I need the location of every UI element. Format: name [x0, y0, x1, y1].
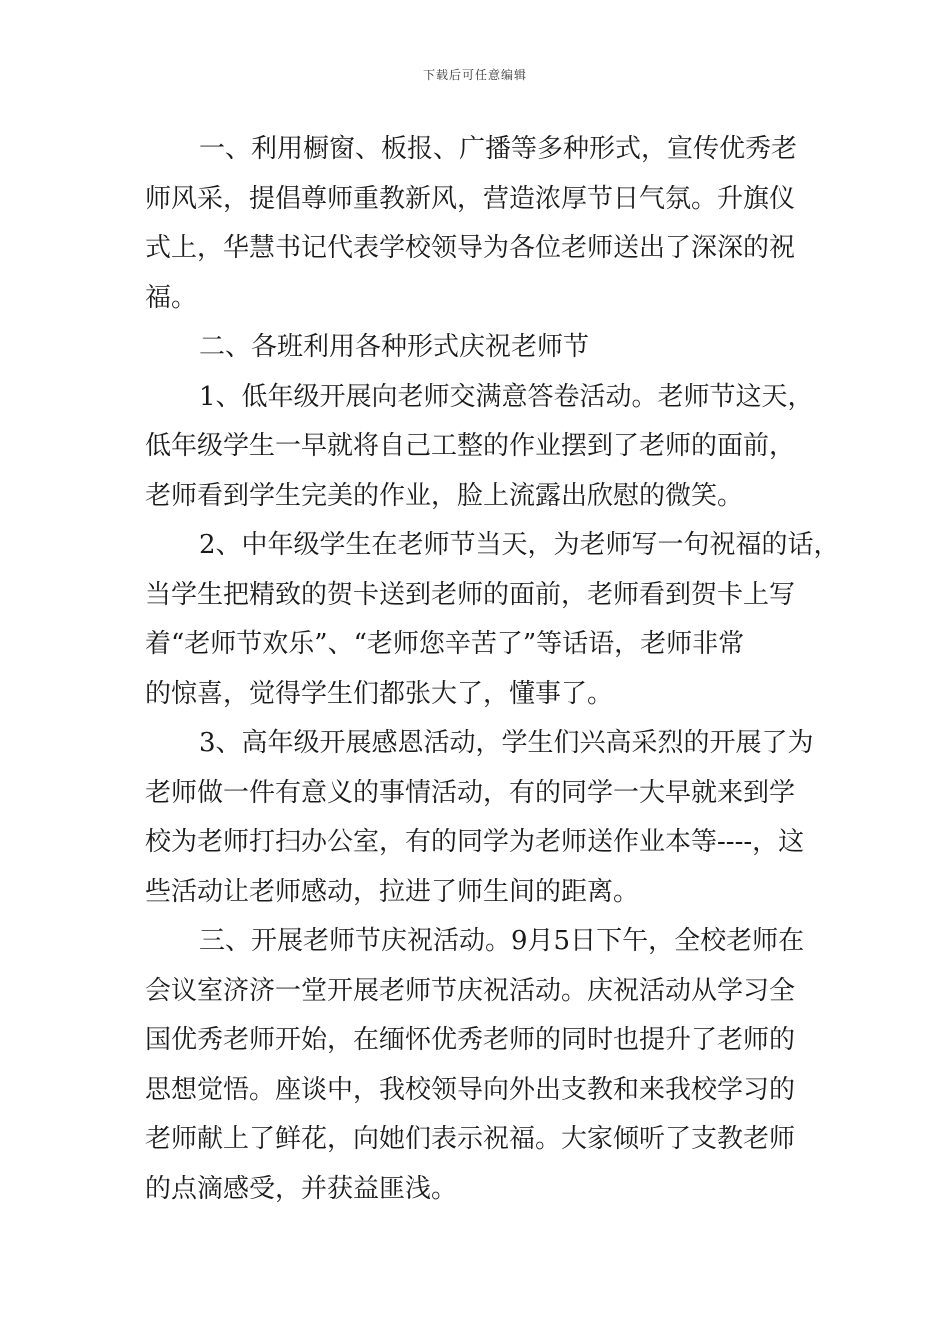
text-line: 福。	[145, 282, 198, 313]
text-line: 思想觉悟。座谈中，我校领导向外出支教和来我校学习的	[145, 1074, 796, 1105]
paragraph-2	[145, 323, 810, 373]
text-line: 当学生把精致的贺卡送到老师的面前，老师看到贺卡上写	[145, 579, 796, 610]
text-line: 些活动让老师感动，拉进了师生间的距离。	[145, 876, 640, 907]
text-line: 老师献上了鲜花，向她们表示祝福。大家倾听了支教老师	[145, 1124, 796, 1154]
text-line: 三、开展老师节庆祝活动。9月5日下午，全校老师在	[199, 926, 805, 956]
text-line: 3、高年级开展感恩活动，学生们兴高采烈的开展了为	[199, 728, 814, 758]
text-line: 老师看到学生完美的作业，脸上流露出欣慰的微笑。	[145, 480, 744, 511]
text-line: 1、低年级开展向老师交满意答卷活动。老师节这天，	[199, 381, 814, 412]
text-line: 老师做一件有意义的事情活动，有的同学一大早就来到学	[145, 777, 796, 808]
paragraph-5	[145, 719, 814, 917]
text-line: 式上，华慧书记代表学校领导为各位老师送出了深深的祝	[145, 233, 796, 263]
text-line: 师风采，提倡尊师重教新风，营造浓厚节日气氛。升旗仪	[145, 183, 796, 214]
text-line: 国优秀老师开始，在缅怀优秀老师的同时也提升了老师的	[145, 1025, 796, 1055]
text-line: 会议室济济一堂开展老师节庆祝活动。庆祝活动从学习全	[145, 975, 796, 1006]
text-line: 校为老师打扫办公室，有的同学为老师送作业本等----，这	[145, 827, 805, 857]
text-line: 二、各班利用各种形式庆祝老师节	[199, 332, 590, 362]
paragraph-6	[145, 917, 810, 1214]
text-line: 2、中年级学生在老师节当天，为老师写一句祝福的话，	[199, 530, 840, 560]
text-line: 着“老师节欢乐”、“老师您辛苦了”等话语，老师非常	[145, 629, 745, 659]
paragraph-3	[145, 373, 814, 522]
page-header-note: 下载后可任意编辑	[422, 68, 527, 82]
text-line: 低年级学生一早就将自己工整的作业摆到了老师的面前，	[145, 431, 796, 461]
paragraph-4	[145, 521, 840, 719]
text-line: 的惊喜，觉得学生们都张大了，懂事了。	[145, 678, 614, 709]
text-line: 的点滴感受，并获益匪浅。	[145, 1173, 458, 1204]
paragraph-1	[145, 125, 810, 323]
document-body	[145, 125, 840, 1214]
text-line: 一、利用橱窗、板报、广播等多种形式，宣传优秀老	[199, 134, 798, 164]
